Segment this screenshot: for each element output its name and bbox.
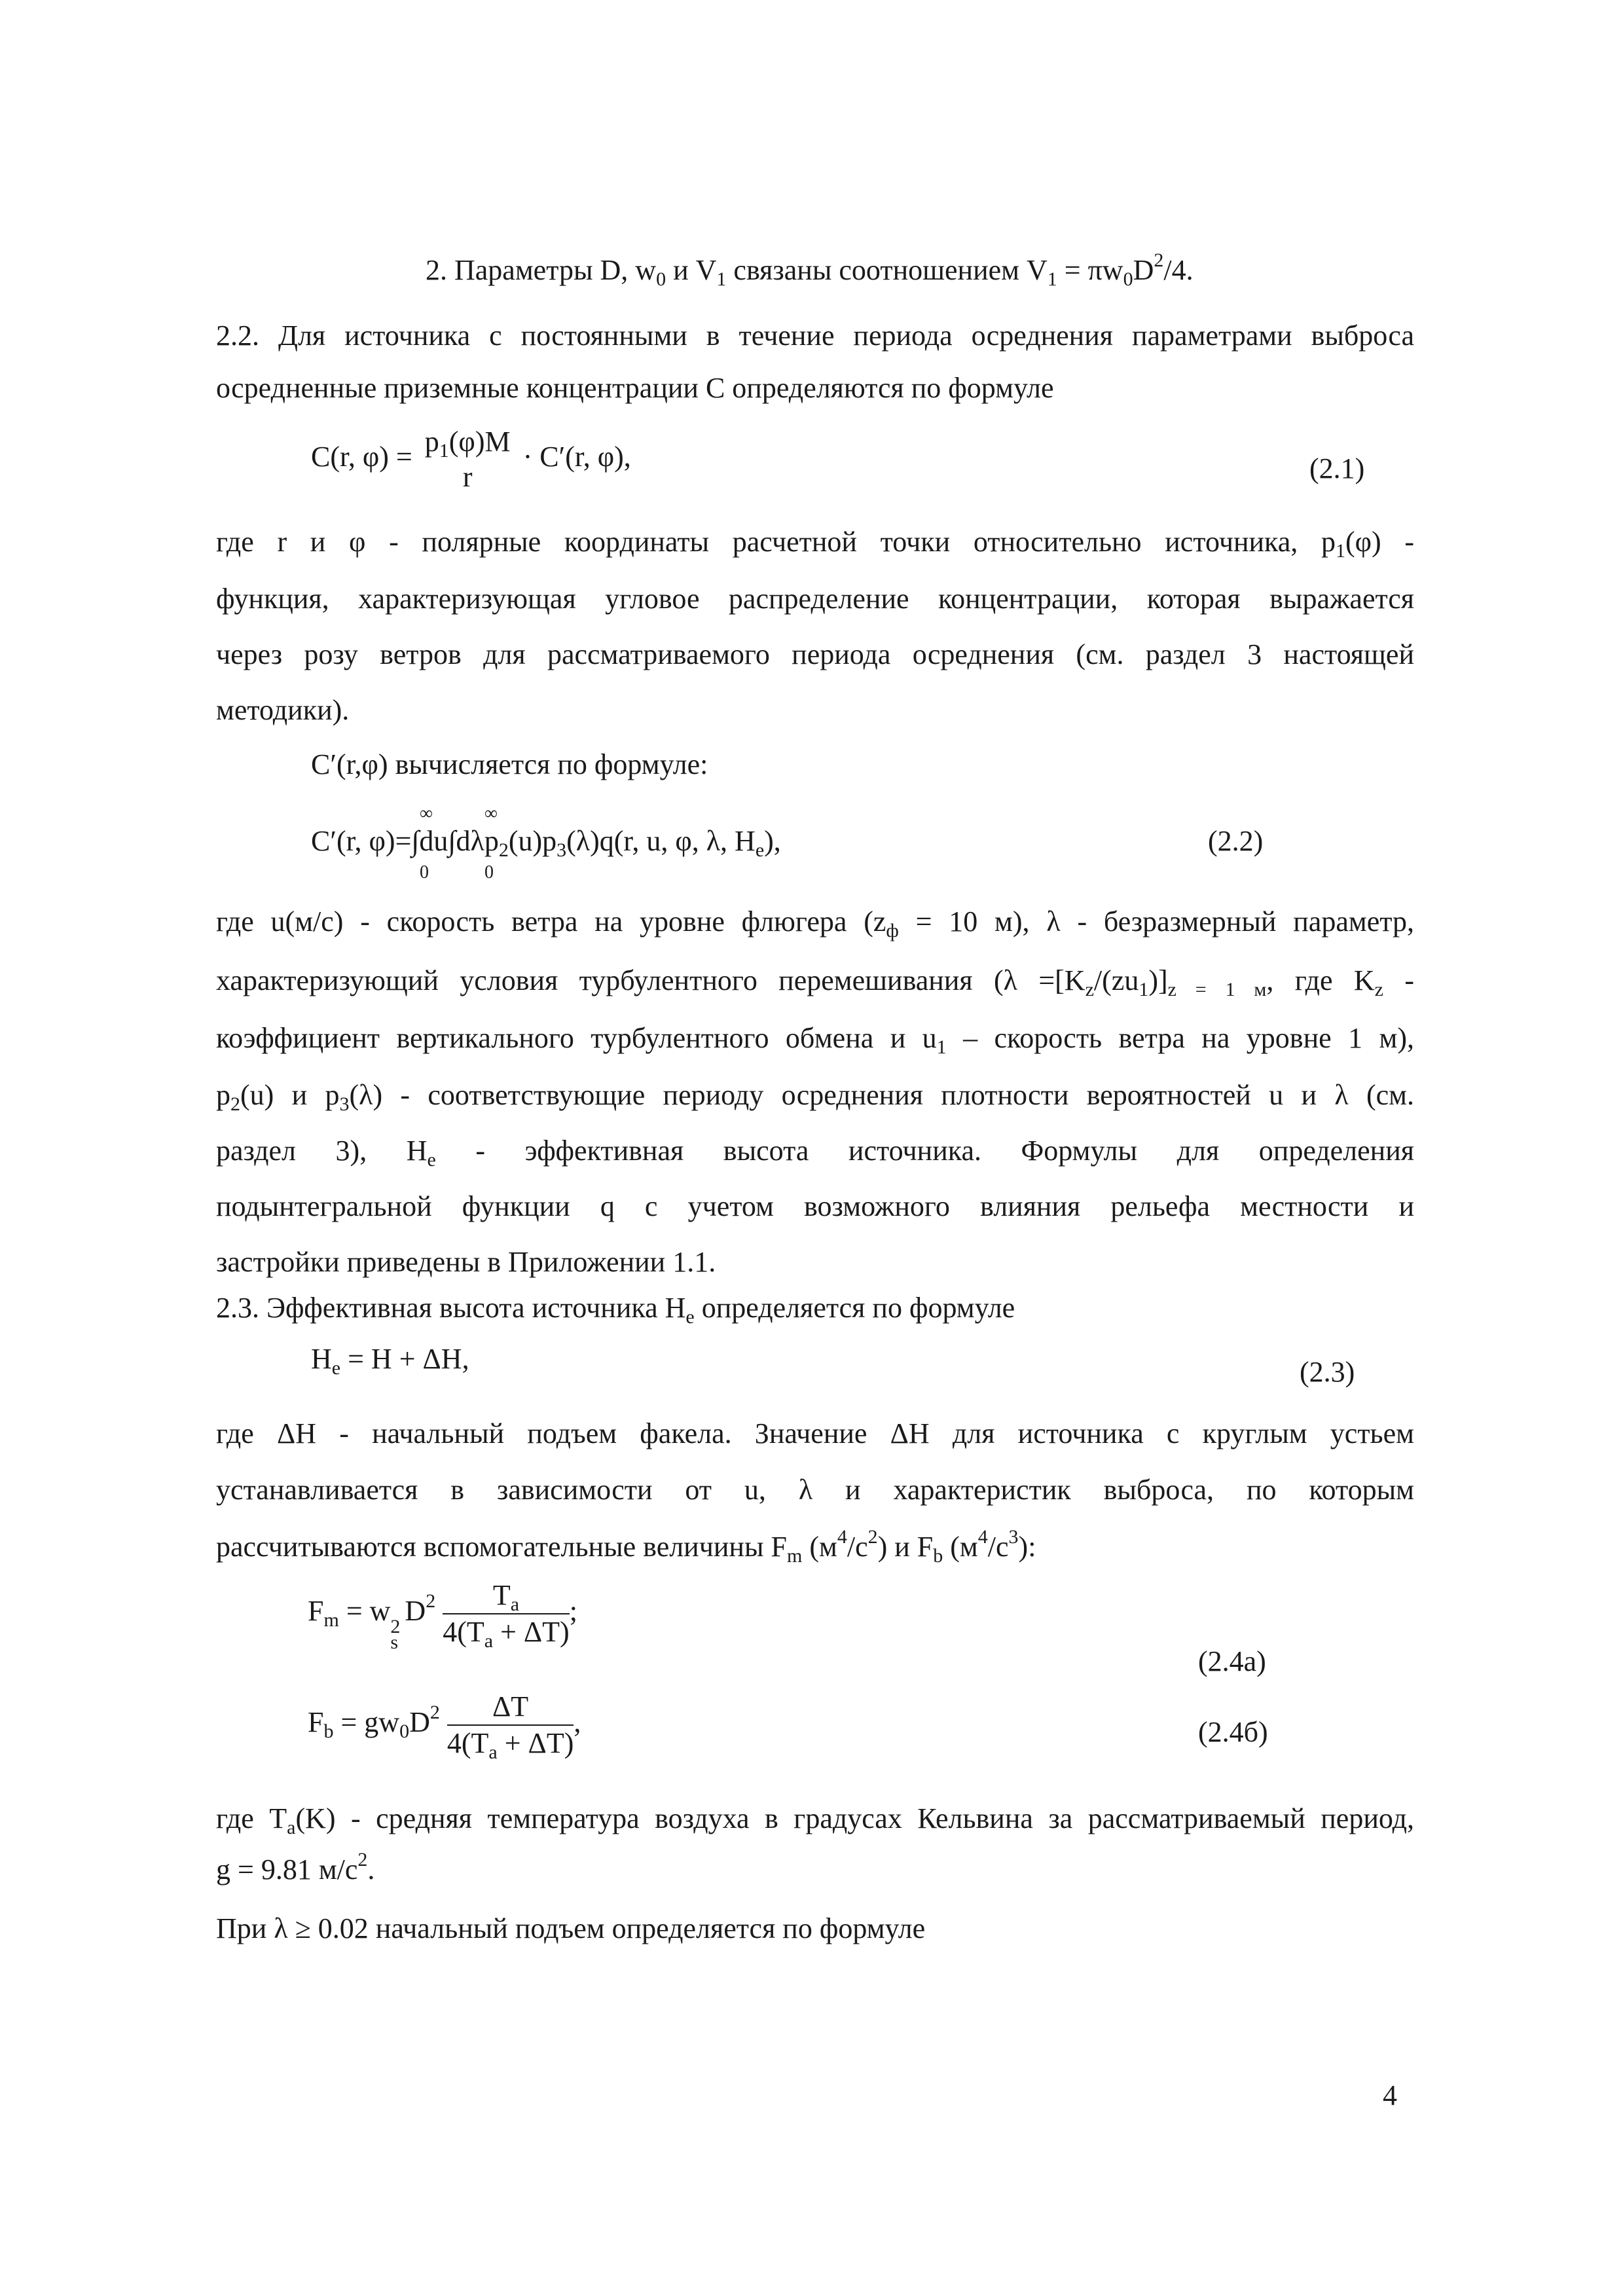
para-line: устанавливается в зависимости от u, λ и характеристик выброса, по которым bbox=[216, 1474, 1414, 1506]
denominator bbox=[447, 1726, 574, 1761]
t: где r и φ - полярные координаты расчетной точки относительно источника, p bbox=[216, 526, 1336, 558]
sub: a bbox=[510, 1594, 520, 1615]
t: T bbox=[492, 1579, 511, 1611]
t: /(zu bbox=[1093, 964, 1139, 996]
t: g = 9.81 м/с bbox=[216, 1853, 358, 1886]
eq-lhs: C(r, φ) = bbox=[311, 441, 412, 473]
t: (u) и p bbox=[240, 1079, 340, 1111]
t: )] bbox=[1148, 964, 1168, 996]
t: ) и F bbox=[877, 1531, 934, 1563]
t: (λ) - соответствующие периоду осреднения плотности вероятностей u и λ (см. bbox=[349, 1079, 1414, 1111]
sup: 2 bbox=[357, 1849, 368, 1870]
t: (м bbox=[802, 1531, 837, 1563]
para-line bbox=[216, 962, 1414, 999]
para-line bbox=[216, 1851, 1414, 1888]
para-line bbox=[216, 1020, 1414, 1057]
t: D bbox=[405, 1595, 426, 1628]
t: коэффициент вертикального турбулентного обмена и u bbox=[216, 1022, 937, 1054]
sub: a bbox=[488, 1741, 498, 1763]
para-line: функция, характеризующая угловое распределение концентрации, которая выражается bbox=[216, 583, 1414, 615]
sup: 2 bbox=[429, 1702, 440, 1724]
sub: 0 bbox=[656, 268, 666, 290]
para-line: через розу ветров для рассматриваемого периода осреднения (см. раздел 3 настоящей bbox=[216, 638, 1414, 670]
sup: 2 bbox=[867, 1526, 878, 1548]
t: (φ)M bbox=[448, 426, 511, 458]
sub: b bbox=[323, 1721, 334, 1743]
t: = 10 м), λ - безразмерный параметр, bbox=[898, 905, 1414, 938]
equation-number: (2.2) bbox=[1208, 825, 1264, 857]
t: . bbox=[367, 1853, 375, 1886]
denominator: r bbox=[462, 461, 473, 493]
sub: 1 bbox=[1139, 979, 1149, 1000]
sub: 2 bbox=[498, 839, 509, 861]
sub: 3 bbox=[556, 839, 567, 861]
t: + ΔT) bbox=[493, 1616, 570, 1648]
sub: 3 bbox=[339, 1093, 350, 1115]
t: , где K bbox=[1266, 964, 1375, 996]
t: 2.3. Эффективная высота источника H bbox=[216, 1292, 686, 1324]
sub: e bbox=[331, 1357, 341, 1379]
t: ; bbox=[569, 1595, 577, 1628]
para-line bbox=[216, 524, 1414, 560]
equation-number: (2.1) bbox=[1309, 452, 1365, 484]
para-line: При λ ≥ 0.02 начальный подъем определяется по формуле bbox=[216, 1912, 926, 1944]
section-2-2-line1: 2.2. Для источника с постоянными в течение периода осреднения параметрами выброса bbox=[216, 319, 1414, 352]
text: 2. Параметры D, w bbox=[426, 254, 657, 286]
equation-2-1 bbox=[311, 424, 631, 495]
para-line bbox=[216, 1077, 1414, 1114]
t: F bbox=[308, 1595, 324, 1628]
equation-2-4b bbox=[308, 1689, 581, 1761]
equation-number: (2.4б) bbox=[1198, 1716, 1268, 1748]
sub: a bbox=[287, 1817, 296, 1838]
equation-number: (2.3) bbox=[1300, 1356, 1355, 1388]
para-line bbox=[216, 1526, 1414, 1567]
fraction bbox=[420, 424, 516, 495]
para-line: где ΔH - начальный подъем факела. Значение ΔH для источника с круглым устьем bbox=[216, 1417, 1414, 1449]
t: , bbox=[574, 1706, 581, 1739]
sup: 2 bbox=[1154, 249, 1164, 271]
t: где u(м/с) - скорость ветра на уровне флюгера (z bbox=[216, 905, 886, 938]
page-number: 4 bbox=[1383, 2079, 1397, 2111]
equation-2-2 bbox=[311, 823, 781, 860]
sub: 1 bbox=[716, 268, 727, 290]
equation-2-3 bbox=[311, 1341, 469, 1377]
para-line: методики). bbox=[216, 694, 350, 726]
para-line: подынтегральной функции q с учетом возможного влияния рельефа местности и bbox=[216, 1190, 1414, 1222]
t: = H + ΔH, bbox=[340, 1343, 469, 1375]
section-2-2-line2: осредненные приземные концентрации C определяются по формуле bbox=[216, 372, 1054, 404]
t: (м bbox=[943, 1531, 978, 1563]
t: раздел 3), H bbox=[216, 1135, 428, 1167]
sub: z = 1 м bbox=[1167, 979, 1267, 1000]
sub: e bbox=[755, 839, 765, 861]
para-line bbox=[216, 903, 1414, 940]
sub: 2 bbox=[230, 1093, 240, 1115]
t: p bbox=[216, 1079, 230, 1111]
t: – скорость ветра на уровне 1 м), bbox=[946, 1022, 1415, 1054]
sub: a bbox=[484, 1630, 494, 1652]
t: 4(T bbox=[443, 1616, 484, 1648]
section-2-3 bbox=[216, 1290, 1414, 1326]
t: ): bbox=[1018, 1531, 1036, 1563]
sup: 4 bbox=[837, 1526, 847, 1548]
t: /с bbox=[847, 1531, 868, 1563]
sub: m bbox=[787, 1545, 803, 1567]
text: D bbox=[1133, 254, 1154, 286]
t: p bbox=[424, 426, 439, 458]
sub: z bbox=[1085, 979, 1094, 1000]
upper-limit: ∞ bbox=[420, 803, 433, 824]
t: /с bbox=[987, 1531, 1009, 1563]
fraction bbox=[447, 1689, 574, 1761]
equation-2-4a: $F_m = w$ 2 s $D^2$ $\frac{T_a}{4(T_a + \Delta T)}$ ; bbox=[308, 1579, 577, 1654]
sup: 2 bbox=[426, 1590, 436, 1613]
sub: b bbox=[933, 1545, 943, 1567]
text: = πw bbox=[1057, 254, 1123, 286]
t: - bbox=[1383, 964, 1415, 996]
t: = gw bbox=[333, 1706, 400, 1739]
t: (φ) - bbox=[1345, 526, 1414, 558]
numerator bbox=[420, 424, 516, 460]
t: (K) - средняя температура воздуха в градусах Кельвина за рассматриваемый период, bbox=[295, 1802, 1414, 1834]
text: и V bbox=[666, 254, 717, 286]
sub: m bbox=[323, 1609, 339, 1631]
t: H bbox=[311, 1343, 332, 1375]
t: где T bbox=[216, 1802, 287, 1834]
fraction bbox=[443, 1578, 570, 1650]
sub: 0 bbox=[399, 1721, 410, 1743]
t: D bbox=[409, 1706, 430, 1739]
t: + ΔT) bbox=[497, 1727, 574, 1759]
para-line bbox=[216, 1800, 1414, 1837]
denominator bbox=[443, 1614, 570, 1650]
lower-limit: 0 bbox=[420, 862, 429, 883]
sub: 1 bbox=[1047, 268, 1057, 290]
sub: 1 bbox=[936, 1036, 947, 1058]
para-line bbox=[216, 1133, 1414, 1169]
parameters-line bbox=[426, 249, 1194, 290]
para-line: застройки приведены в Приложении 1.1. bbox=[216, 1246, 716, 1278]
numerator bbox=[443, 1578, 570, 1614]
sup: 3 bbox=[1008, 1526, 1019, 1548]
equation-number: (2.4a) bbox=[1198, 1645, 1266, 1677]
t: C′(r, φ)=∫du∫dλp bbox=[311, 825, 499, 857]
sup: 4 bbox=[977, 1526, 988, 1548]
lower-limit: 0 bbox=[484, 862, 494, 883]
sub: z bbox=[1374, 979, 1383, 1000]
t: = w bbox=[338, 1595, 391, 1628]
t: - эффективная высота источника. Формулы для определения bbox=[435, 1135, 1415, 1167]
sub: 0 bbox=[1123, 268, 1133, 290]
t: ), bbox=[764, 825, 781, 857]
cprime-intro: C′(r,φ) вычисляется по формуле: bbox=[311, 748, 708, 780]
t: (u)p bbox=[508, 825, 557, 857]
t: (λ)q(r, u, φ, λ, H bbox=[566, 825, 756, 857]
t: рассчитываются вспомогательные величины F bbox=[216, 1531, 787, 1563]
sub: e bbox=[685, 1306, 695, 1328]
sub: ф bbox=[886, 920, 899, 941]
numerator: ΔT bbox=[447, 1689, 574, 1726]
sub: e bbox=[427, 1149, 436, 1171]
text: /4. bbox=[1163, 254, 1194, 286]
t: 4(T bbox=[447, 1727, 489, 1759]
t: F bbox=[308, 1706, 324, 1739]
upper-limit: ∞ bbox=[484, 803, 498, 824]
text: связаны соотношением V bbox=[726, 254, 1048, 286]
eq-rhs: · C′(r, φ), bbox=[522, 441, 631, 473]
t: характеризующий условия турбулентного перемешивания (λ =[K bbox=[216, 964, 1085, 996]
t: определяется по формуле bbox=[694, 1292, 1015, 1324]
sub: 1 bbox=[1335, 540, 1345, 562]
sub: 1 bbox=[439, 440, 449, 462]
